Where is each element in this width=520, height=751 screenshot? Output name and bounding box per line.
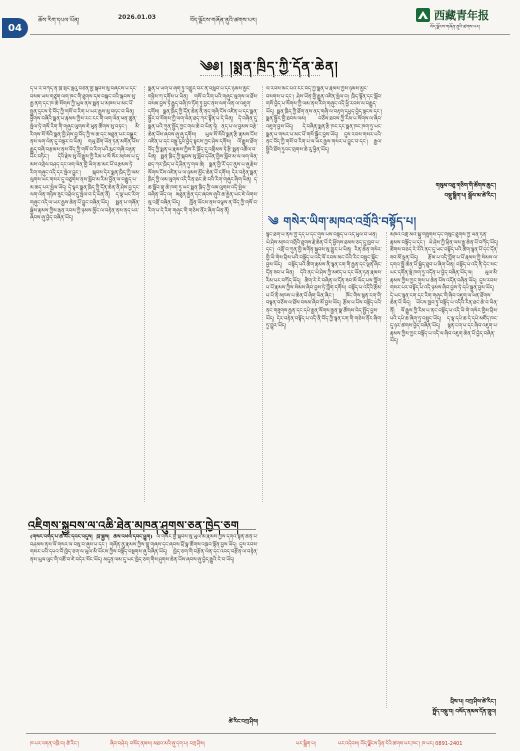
section-label: ཆོས་རིག་དཔལ་ཡོན།: [38, 17, 80, 24]
article3-text: ལོ་གསར་གྱི་སྐབས་སུ་ཡུལ་མི་རྣམས་ཀྱིས་དགའ་སྟོན་ཆེན་པོ་བཤམས་ནས་ལོ་གསར་ལ་བསུ་བ་ཞུས་པ་དང་། གཞོན་ནུ་རྣམས་ཀྱིས་གླུ་གཞས་དང་ཞབས་བྲོ་སྣ་ཚོགས་འཁྲབ་སྟོན་བྱས་ཡོད། དུས་རབས་གསར་པའི་དཔའ་བོ་ཁྱེད་ཅག་ལ་ཡུལ་མི་ཡོངས་ཀྱིས་བསྟོད་བསྔགས་ཞུ་བཞིན་ཡོད། ཁྱེད་ཅག་གི་བརྩོན་ལེན་དང་འབད་བརྩོན་ལ་བརྟེན་ནས་ཡུལ་ལུང་གི་འཚོ་བ་ཇེ་བདེར་སོང་ཡོད། མདུན་ལམ་དུ་ཡང་ཁྱེད་ཅག་གིས་ཤུགས་ཆེན་པོས་ཞབས་ཞུ་བྱེད་རྒྱུའི་རེ་བ་ཡོད།: [30, 534, 258, 563]
paper-name-chinese: 西藏青年报: [434, 9, 489, 22]
masthead: [0, 0, 520, 46]
column-divider: [386, 232, 387, 708]
footer-divider: [26, 733, 496, 734]
page-number: 04: [2, 18, 28, 38]
article1-column-2: [148, 86, 258, 504]
article1-column-3: [266, 86, 382, 198]
article2-column-2: [390, 232, 498, 692]
article3-title-underline: [28, 529, 256, 530]
newspaper-logo-icon: [416, 8, 430, 22]
article3-byline: ཚེ་རིང་བཀྲ་ཤིས།: [228, 719, 258, 725]
article3-title: འཇིགས་སྐྱབས་ལ་འཆི་ཐེན་མཁན་ཤུགས་ཅན་ཁྱེད་ཅག: [28, 519, 240, 532]
footer-printer: པར་འདེབས། བོད་ལྗོངས་ཉིན་རེའི་ཚགས་པར་ཁང་། ཁ་པར། 0891-2401: [338, 741, 463, 747]
column-divider: [262, 86, 263, 502]
article3-body: [30, 534, 258, 714]
paper-name-tibetan: བོད་ལྗོངས་གཞོན་ནུའི་ཚགས་པར།: [430, 25, 481, 30]
article2-byline-1: བྲིས་པ། བཀྲ་ཤིས་ཚེ་རིང་།: [450, 699, 496, 705]
article2-byline-2: སྤྲོད་བསྡུ་བ། བསོད་ནམས་དོན་གྲུབ།: [432, 709, 496, 715]
column-divider: [144, 86, 145, 502]
article3-lead: (གསར་འགོད་པ་ཚེ་རིང་དབང་འདུས། ཁྲི་སྐྱེས། ཆོས་འཕེལ་དབང་ཕྱུག): [30, 534, 153, 540]
article2-column-2-text: མཁའ་འགྲོ་མའི་སྐུ་གཟུགས་དང་གསུང་ཐུགས་ཀྱི་ཡོན་ཏན་རྣམས་བསྟོད་པ་དང་། ཡེ་ཤེས་ཀྱི་ཕྲིན་ལས་རྒྱ་ཆེན་པོ་བཀོད་ཡོད། ཚིགས་བཅད་རེ་རེའི་ནང་དུ་ཡང་བསྟོད་པའི་ཚིག་སྙན་པོ་དང་དོན་ཟབ་མོ་ལྡན་ཡོད། རྩོམ་པ་འདི་ཀློག་པ་པོ་རྣམས་ཀྱི་སེམས་ལ་དགའ་སྤྲོ་ཆེན་པོ་སྐྱེད་ཐུབ་པ་ཞིག་ཡིན། བསྟོད་པ་འདི་ནི་དེང་སང་ཡང་དགོན་སྡེ་ཁག་ཏུ་འདོན་པ་བྱེད་བཞིན་ཡོད་ལ། ཡུལ་མི་རྣམས་ཀྱིས་ཀྱང་གུས་པ་ཆེན་པོས་འདོན་བཞིན་ཡོད། དུས་རབས་གསར་པར་བསྟོད་པ་འདི་ཉམས་ཞིབ་བྱས་ཏེ་དཔེ་སྐྲུན་བྱས་ཡོད། དེ་ཡང་སྙན་ངག་དང་རིག་གཞུང་གི་ཞིབ་འཇུག་ལ་ཕན་ཐོགས་ཆེན་པོ་ཡོད། ཡོངས་ཁྱབ་ཏུ་བསྟོད་པ་འདིའི་རིན་ཐང་ཆེ་བ་ཡིན་ནོ། ལོ་རྒྱུས་ཀྱི་རིམ་པ་ནང་བསྟོད་པ་འདི་ཡི་གེ་གསེར་གྱིས་བྲིས་པའི་དཔེ་ཆ་ཞིག་ཏུ་བསྲུང་ཡོད། ད་ལྟ་དཔེ་ཆ་དེ་དཔེ་མཛོད་ཁང་དུ་ཉར་ཚགས་བྱེད་བཞིན་ཡོད། སྙན་ངག་པ་དང་ཞིབ་འཇུག་པ་རྣམས་ཀྱིས་ཀྱང་བསྟོད་པ་འདི་ལ་ཞིབ་འཇུག་ཆེན་པོ་བྱེད་བཞིན་ཡོད།: [390, 232, 498, 345]
header-center-text: བོད་ལྗོངས་གཞོན་ནུའི་ཚགས་པར།: [190, 17, 257, 24]
footer-layout: པར་སྒྲིག་པ།: [296, 741, 316, 747]
article1-column-3-text: ལོ་རབས་མང་པོའི་རིང་བོད་ཀྱི་སྨན་པ་རྣམས་ཀྱིས་ཉམས་མྱོང་བསགས་པ་དང་། ཤེས་ཡོན་གྱི་རྒྱུན་འཛིན་སྤེལ་བ། ཁྲིད་སྟོན་དང་སློབ་གསོ་བྱེད་པ་སོགས་ཀྱི་ལམ་ནས་རིག་གཞུང་འདི་ཕྱི་རབས་ལ་བརྒྱུད་ཡོད། སྨན་ཁྲིད་ཀྱི་ཐོག་ནས་ནད་གཞི་ལ་བརྟག་དཔྱད་བྱེད་སྟངས་དང་། སྨན་སྦྱོར་གྱི་ཐབས་ལམ། བཅོས་ཐབས་ཀྱི་རིམ་པ་སོགས་ལ་ཞིབ་འཇུག་བྱས་ཡོད། དེ་བཞིན་སྨན་རྩི་ཁང་དང་སྨན་ཁང་ཁག་ཏུ་ཡང་སྨན་པ་གསར་པ་མང་པོ་གསོ་སྐྱོང་བྱས་ཡོད། དུས་རབས་གསར་པའི་ནང་བོད་ཀྱི་གསོ་བ་རིག་པ་ལ་ཡར་རྒྱས་གསར་པ་བྱུང་བ་དང་། རྒྱལ་སྤྱིའི་ཐོག་ཏུའང་གྲགས་ཆེ་རུ་ཕྱིན་ཡོད།: [266, 86, 382, 153]
article1-column-1-text: ད་པེ་རེ་བཀོད་ན་ཁྲི་སྲོང་ལྡེའུ་བཙན་གྱི་སྐབས་སུ་བཞེངས་པ་དང་བསམ་ཡས་གཙུག་ལག་ཁང་གི་ཐུགས་དམ་བསྐང་བའི་སྐབས་སུ་རྒྱ་ནག་དང་ཁ་ཆེ་སོགས་ཀྱི་ཡུལ་ནས་སྨན་པ་མཁས་པ་མང་པོ་སྤྱན་དྲངས་ཏེ་བོད་ཀྱི་གསོ་བ་རིག་པ་ཡར་རྒྱས་སུ་བཏང་བ་ཡིན། ཕྱོགས་བཞིའི་སྨན་པ་རྣམས་ཀྱིས་རང་རང་གི་ལག་ལེན་ཕན་ཚུན་སྤེལ་ཏེ་གསོ་རིག་གི་གཞུང་ལུགས་ཇེ་ཕུན་ཚོགས་སུ་བཏང་། མི་རིགས་སོ་སོའི་སྨན་གྱི་ཤེས་བྱ་བོད་ཀྱི་ས་ཆ་དང་མཐུན་པར་བསྒྱུར་ནས་ལག་ལེན་དུ་བསྟར་བ་ཡིན། གཡུ་ཐོག་ཡོན་ཏན་མགོན་པོས་རྒྱུད་བཞི་བརྩམས་ནས་བོད་ཀྱི་གསོ་བ་རིག་པའི་རྨང་གཞི་བརྟན་པོར་བཏིང་། དེའི་རྗེས་སུ་ལོ་རྒྱུས་ཀྱི་རིམ་པ་སོ་སོར་མཁས་པ་དུ་མས་འགྲེལ་བཤད་དང་ལག་ལེན་གྱི་ཡིག་ཆ་མང་པོ་བརྩམས་ཏེ་རིག་གཞུང་འདི་དར་སྤེལ་བྱུང་། སྐབས་དེར་སྨན་ཁྲིད་ཀྱི་ལམ་ལུགས་ཡང་གསར་དུ་བཙུགས་ནས་སློབ་མ་རིམ་བྱོན་ལ་བརྒྱུད་པ་མ་ཆད་པར་སྤེལ་ཡོད། དེ་ལྟར་སྨན་ཁྲིད་ཀྱི་དོན་ཆེན་ནི་ཤེས་བྱ་དང་ལག་ལེན་གཉིས་ཟུང་འབྲེལ་དུ་སྤེལ་བ་དེ་ཡིན་ནོ། ད་ལྟ་ཡང་རིག་གཞུང་འདི་ལ་ཡར་རྒྱས་ཆེན་པོ་བྱུང་བཞིན་ཡོད། སྨན་པ་གཞོན་སྐྱེས་རྣམས་ཀྱིས་རྒན་རབས་ཀྱི་ཉམས་མྱོང་ལ་བརྟེན་ནས་ནད་པར་ཞབས་ཞུ་བྱེད་བཞིན་ཡོད།: [30, 86, 140, 222]
footer-editor: ཁ་པར་འགན་འཁྲི་བ། ཚེ་རིང་།: [30, 741, 80, 747]
footer: [0, 733, 520, 751]
article1-column-2-text: སྨན་པ་ཡག་པོ་ཞིག་ཏུ་འགྱུར་བར་ནི་བསླབ་པ་དང་ཉམས་མྱོང་གཉིས་ཀ་དགོས་པ་ཡིན། གསོ་བ་རིག་པའི་གཞུང་ལུགས་ལ་ཐོས་བསམ་བྱས་ཏེ་རྒྱུད་བཞི་ཁ་ཏོག་ཏུ་བྱང་ནས་ལག་ལེན་ལ་འཇུག་དགོས། སྨན་ཁྲིད་ཀྱི་དོན་ཆེན་ནི་ནད་གཞི་ངོས་འཛིན་པ་དང་སྨན་སྦྱོར་བ་སོགས་ཀྱི་ལག་ལེན་ཐད་ཀར་སྟོན་པ་དེ་ཡིན། དེ་བཞིན་དུ་སྨན་པའི་ཀུན་སྤྱོད་ཀྱང་གལ་ཆེ་བ་ཡིན་ཏེ། ནད་པ་ལ་བྱམས་བརྩེ་ཆེན་པོས་ཞབས་ཞུ་ཞུ་དགོས། ཡུལ་སོ་སོའི་སྨན་རྩི་རྣམས་ངོས་འཛིན་པ་དང་བསྡུ་རུབ་བྱེད་སྟངས་ཀྱང་ཤེས་དགོས། ལོ་རྒྱུས་ཐོག་བོད་ཀྱི་སྨན་པ་རྣམས་ཀྱིས་རི་ཁྲོད་དུ་འགྲིམས་ཏེ་རྩི་སྨན་འཚོལ་བ་ཡིན། སྨན་ཁྲིད་ཀྱི་སྐབས་སུ་སློབ་དཔོན་གྱིས་སློབ་མ་ལ་ལག་ལེན་ཐད་ཀར་ཁྲིད་པ་དེ་ཤིན་ཏུ་གལ་ཆེ། སྨན་གྱི་རོ་དང་ནུས་པ་ཞུ་རྗེས་སོགས་ངོས་འཛིན་པ་ལ་ཉམས་མྱོང་ཆེན་པོ་དགོས། དེར་བརྟེན་སྨན་ཁྲིད་ཀྱི་ལམ་ལུགས་འདི་རིན་ཐང་ཆེ་བའི་རིག་གཞུང་ཞིག་ཡིན། ད་ཆ་སློབ་གྲྭ་ཆེ་ཁག་ཏུ་ཡང་སྨན་ཁྲིད་ཀྱི་ལམ་ལུགས་འདི་སྤེལ་བཞིན་ཡོད་ལ། མཐུན་རྐྱེན་དང་ཞབས་ཞུའི་ཆ་རྐྱེན་ཡང་ཇེ་ལེགས་སུ་འགྲོ་བཞིན་ཡོད། ཁྱོན་ཡོངས་ནས་བལྟས་ན་བོད་ཀྱི་གསོ་བ་རིག་པ་དེ་རིག་གཞུང་གི་གཅེས་ནོར་ཞིག་ཡིན་ནོ།: [148, 86, 258, 214]
issue-date: 2026.01.03: [118, 14, 156, 21]
article1-column-1: [30, 86, 140, 504]
article2-title: ༄ གསེར་ཡིག་མཁའ་འགྲོའི་བསྟོད་པ།: [268, 215, 417, 228]
article1-byline-2: བསྡུ་སྒྲིག་པ། སྒྲོལ་མ་ཚེ་རིང་།: [444, 193, 496, 199]
article2-column-1: [266, 232, 382, 708]
article1-title-underline: [200, 75, 320, 76]
footer-proofreader: ཞིབ་བཤེར། བསོད་ནམས། མཐའ་མའི་ཞུ་དག་པ། བཀྲ་ཤིས།: [110, 741, 205, 747]
header-divider: [30, 34, 510, 35]
article2-column-1-text: སྙིང་ཐག་པ་ནས་ཀྱི་དད་པ་དང་གུས་པས་བསྟོད་པ་འདི་ཕུལ་བ་ཡིན། ཡེ་ཤེས་མཁའ་འགྲོའི་ཐུགས་རྗེ་ཆེན་པོ་དེ་ཕྱོགས་ཐམས་ཅད་དུ་ཁྱབ་པ་དང་། འགྲོ་བ་ཀུན་གྱི་མགོན་སྐྱབས་སུ་གྱུར་པ་ཡིན། རིན་ཆེན་གསེར་གྱི་ཡི་གེས་བྲིས་པའི་བསྟོད་པ་འདི་ལོ་རབས་མང་པོའི་རིང་བསྲུང་སྐྱོང་བྱས་ཡོད། བསྟོད་པའི་ཚིག་རྣམས་ནི་སྙན་ངག་གི་རྒྱན་དང་ལྡན་ཞིང་དོན་ཟབ་པ་ཡིན། དེའི་ནང་ཡེ་ཤེས་ཀྱི་མཛད་པ་དང་ཡོན་ཏན་རྣམས་རིམ་པར་བཀོད་ཡོད། ཚིག་རེ་རེ་བཞིན་ལ་དོན་ཟབ་མོ་ཡོད་པས་ཀློག་པ་པོ་རྣམས་ཀྱིས་སེམས་ཞིབ་བྱས་ཏེ་ཀློག་དགོས། བསྟོད་པ་འདིའི་རྩོམ་པ་པོ་ནི་མཁས་པ་ཆེན་པོ་ཞིག་ཡིན་ཞིང་། ཁོང་གིས་སྙན་ངག་གི་བསྟན་བཅོས་ལ་ཐོས་བསམ་ཞིབ་མོ་བྱས་ཡོད། རྩོམ་པ་པོས་བསྟོད་པའི་ནང་གཟུགས་རྒྱན་དང་དཔེ་རྒྱན་སོགས་རྒྱན་སྣ་ཚོགས་བེད་སྤྱོད་བྱས་ཡོད། དེར་བརྟེན་བསྟོད་པ་འདི་ནི་བོད་ཀྱི་སྙན་ངག་གི་གཅེས་ནོར་ཞིག་ཏུ་གྱུར་ཡོད།: [266, 232, 382, 330]
article1-title: ༄༅། །སྨན་ཁྲིད་ཀྱི་དོན་ཆེན།: [200, 60, 339, 75]
article1-byline-1: གསུམ་བཅུ་གཅིག་གི་ཚོགས་ཆུང་།: [435, 183, 496, 189]
